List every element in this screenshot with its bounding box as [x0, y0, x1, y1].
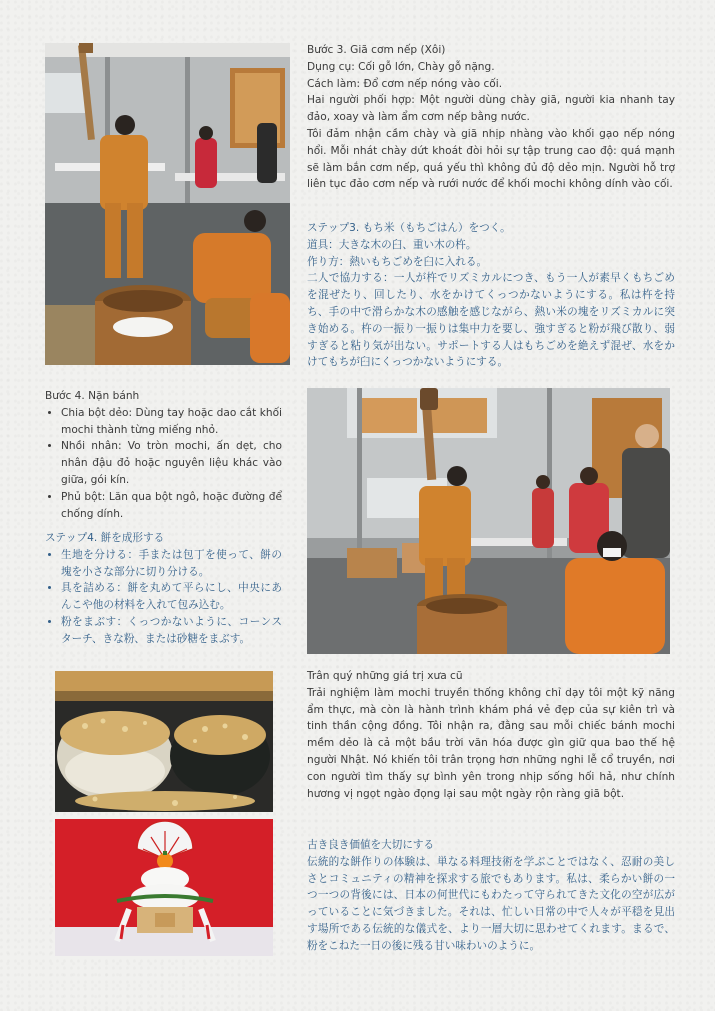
step4-vietnamese	[45, 388, 282, 522]
step3-japanese	[307, 220, 675, 371]
step3-vi-title: Bước 3. Giã cơm nếp (Xôi)	[307, 44, 446, 56]
values-vi-title: Trân quý những giá trị xưa cũ	[307, 670, 463, 682]
step3-vietnamese	[307, 42, 675, 193]
step3-jp-title: ステップ3. もち米（もちごはん）をつく。	[307, 222, 511, 234]
step4-jp-item: • 生地を分ける：手または包丁を使って、餅の塊を小さな部分に切り分ける。	[61, 547, 282, 581]
step4-vi-title: Bước 4. Nặn bánh	[45, 390, 140, 402]
step3-vi-experience: Tôi đảm nhận cầm chày và giã nhịp nhàng vào khối gạo nếp nóng hổi. Mỗi nhát chày dứt khoát đòi hỏi sự tập trung cao độ: quá mạnh sẽ làm bắn cơm nếp, quá yếu thì không đủ độ dẻo mịn. Người hỗ trợ liên tục đảo cơm nếp và rưới nước để khối mochi không dính vào cối.	[307, 127, 675, 191]
values-vi-body: Trải nghiệm làm mochi truyền thống không chỉ dạy tôi một kỹ năng ẩm thực, mà còn là hành trình khám phá vẻ đẹp của sự kiên trì và tinh thần cộng đồng. Tôi nhận ra, đằng sau mỗi chiếc bánh mochi mềm dẻo là cả một bầu trời văn hóa được gìn giữ qua bao thế hệ người Nhật. Nó khiến tôi trân trọng hơn những nghi lễ cổ truyền, nơi con người tìm thấy sự bình yên trong nhịp sống hối hả, như chính hương vị ngọt ngào đọng lại sau một ngày rộn ràng giã bột.	[307, 686, 675, 800]
step4-japanese	[45, 530, 282, 648]
step4-vi-item: • Nhồi nhân: Vo tròn mochi, ấn dẹt, cho nhân đậu đỏ hoặc nguyên liệu khác vào giữa, gói kín.	[61, 438, 282, 488]
step3-vi-coop: Hai người phối hợp: Một người dùng chày giã, người kia nhanh tay đảo, xoay và làm ẩm cơm nếp bằng nước.	[307, 94, 675, 124]
photo-pounding-mochi-2	[307, 388, 670, 654]
step4-jp-item: • 粉をまぶす：くっつかないように、コーンスターチ、きな粉、または砂糖をまぶす。	[61, 614, 282, 648]
photo-kagami-mochi	[55, 819, 273, 956]
values-jp-body: 伝統的な餅作りの体験は、単なる料理技術を学ぶことではなく、忍耐の美しさとコミュニティの精神を探求する旅でもあります。私は、柔らかい餅の一つ一つの背後には、日本の何世代にもわたって守られてきた文化の空が広がっていることに気づきました。それは、忙しい日常の中で人々が平穏を見出す場所である伝統的な儀式を、より一層大切に思わせてくれます。まるで、粉をこねた一日の後に残る甘い味わいのように。	[307, 855, 675, 952]
step4-jp-item: • 具を詰める：餅を丸めて平らにし、中央にあんこや他の材料を入れて包み込む。	[61, 580, 282, 614]
photo-kinako-mochi	[55, 671, 273, 812]
step3-jp-body: 二人で協力する：一人が杵でリズミカルにつき、もう一人が素早くもちごめを混ぜたり、回したり、水をかけてくっつかないようにする。私は杵を持ち、手の中で滑らかな木の感触を感じながら、熱い米の塊をリズミカルに突き始める。杵の一振り一振りは集中力を要し、強すぎると粉が飛び散り、弱すぎると粘り気が出ない。サポートする人はもちごめを絶えず混ぜ、水をかけてもちが臼にくっつかないようにする。	[307, 272, 675, 369]
step3-jp-tools: 道具：大きな木の臼、重い木の杵。	[307, 238, 477, 251]
step4-jp-title: ステップ4. 餅を成形する	[45, 532, 165, 544]
values-vietnamese	[307, 668, 675, 802]
step4-vi-item: • Chia bột dẻo: Dùng tay hoặc dao cắt khối mochi thành từng miếng nhỏ.	[61, 405, 282, 439]
values-jp-title: 古き良き価値を大切にする	[307, 839, 435, 851]
step3-vi-tools: Dụng cụ: Cối gỗ lớn, Chày gỗ nặng.	[307, 60, 495, 73]
step3-vi-method: Cách làm: Đổ cơm nếp nóng vào cối.	[307, 77, 503, 90]
step3-jp-method: 作り方：熱いもちごめを臼に入れる。	[307, 255, 488, 268]
step4-vi-item: • Phủ bột: Lăn qua bột ngô, hoặc đường để chống dính.	[61, 489, 282, 523]
values-japanese	[307, 837, 675, 955]
photo-pounding-mochi-1	[45, 43, 290, 365]
